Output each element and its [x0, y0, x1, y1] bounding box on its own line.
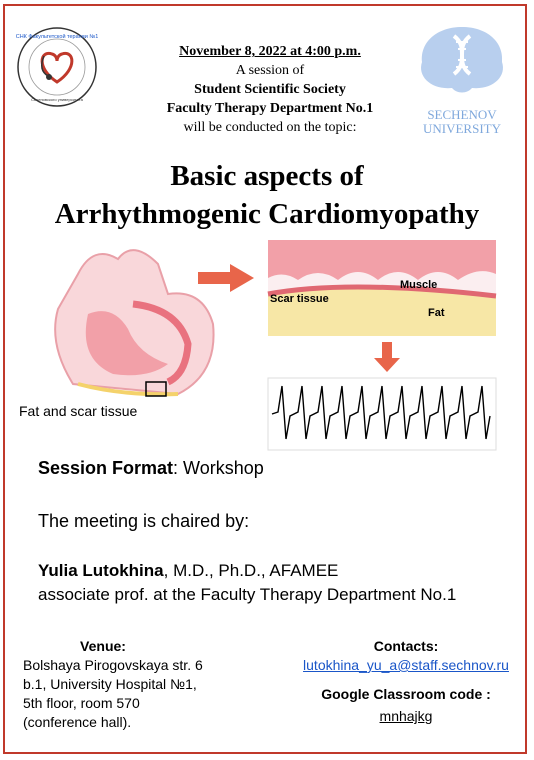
- chair-info: [38, 559, 456, 607]
- fat-label: Fat: [428, 307, 445, 319]
- scar-label: Scar tissue: [270, 293, 329, 305]
- venue-line-4: (conference hall).: [23, 714, 132, 730]
- classroom-code: mnhajkg: [379, 708, 433, 724]
- right-arrow-icon: [198, 264, 254, 292]
- heart-illustration: [19, 250, 214, 419]
- sechenov-logo: [412, 22, 512, 136]
- header-line-2: Student Scientific Society: [194, 82, 346, 97]
- venue-line-3: 5th floor, room 570: [23, 695, 140, 711]
- title-line-1: Basic aspects of: [170, 160, 364, 192]
- session-format-label: Session Format: [38, 458, 174, 478]
- stethoscope-heart-icon: [16, 26, 98, 108]
- session-header: [120, 42, 420, 137]
- header-line-3: Faculty Therapy Department No.1: [166, 101, 374, 116]
- contact-email-link[interactable]: lutokhina_yu_a@staff.sechnov.ru: [303, 657, 509, 673]
- contacts-label: Contacts:: [373, 638, 439, 654]
- chair-degrees: , M.D., Ph.D., AFAMEE: [163, 561, 339, 580]
- venue-line-2: b.1, University Hospital №1,: [23, 676, 197, 692]
- contacts-block: [288, 637, 524, 726]
- classroom-code-label: Google Classroom code :: [321, 686, 491, 702]
- chaired-by-text: The meeting is chaired by:: [38, 511, 250, 531]
- chair-name: Yulia Lutokhina: [38, 561, 164, 580]
- svg-text:СНК Факультетской терапии №1: СНК Факультетской терапии №1: [16, 34, 98, 40]
- cardiomyopathy-illustration: [18, 234, 518, 454]
- heart-label: Fat and scar tissue: [19, 403, 138, 419]
- session-date: November 8, 2022 at 4:00 p.m.: [179, 44, 361, 59]
- header-line-1: A session of: [235, 63, 305, 78]
- university-text: UNIVERSITY: [423, 121, 501, 136]
- title-line-2: Arrhythmogenic Cardiomyopathy: [54, 198, 480, 230]
- poster-title: [0, 157, 534, 233]
- muscle-label: Muscle: [400, 279, 438, 291]
- header-line-4: will be conducted on the topic:: [183, 120, 357, 135]
- down-arrow-icon: [374, 342, 400, 372]
- sechenov-text: SECHENOV: [427, 107, 497, 122]
- dna-tree-icon: [412, 22, 512, 97]
- chair-position: associate prof. at the Faculty Therapy Department No.1: [38, 585, 457, 604]
- session-format: [38, 458, 264, 479]
- venue-label: Venue:: [80, 638, 126, 654]
- session-format-value: : Workshop: [173, 458, 264, 478]
- venue-block: [23, 637, 203, 732]
- tissue-illustration: [268, 240, 496, 336]
- venue-line-1: Bolshaya Pirogovskaya str. 6: [23, 657, 203, 673]
- svg-text:Сеченовского университета: Сеченовского университета: [31, 97, 83, 102]
- ecg-trace: [268, 378, 496, 450]
